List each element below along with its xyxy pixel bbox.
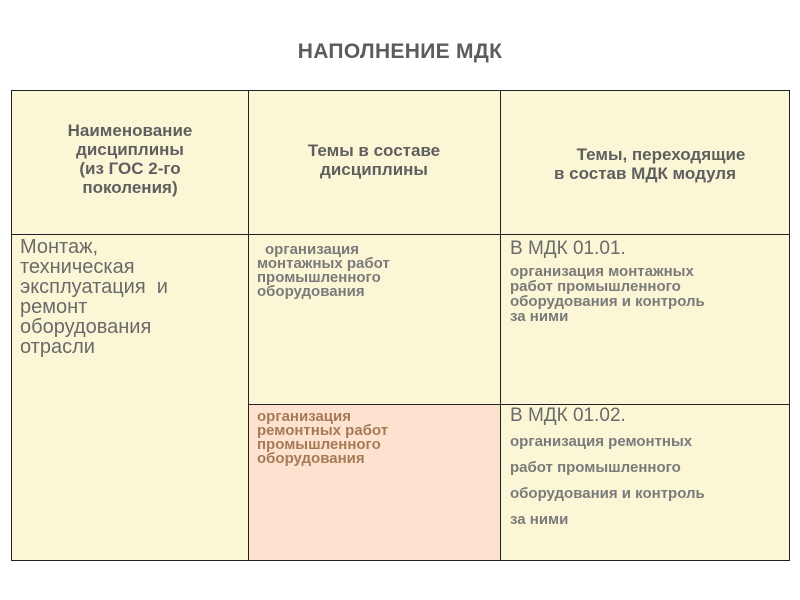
- header-line: Наименование: [67, 121, 193, 140]
- topic-line: организация: [265, 241, 359, 258]
- header-line: поколения): [82, 178, 178, 197]
- discipline-line: ремонт: [20, 296, 88, 318]
- mdk-line: оборудования и контроль: [510, 293, 705, 310]
- header-line: Темы, переходящие: [576, 145, 746, 164]
- mdk-table: [11, 90, 790, 561]
- mdk-line: за ними: [510, 308, 569, 325]
- mdk-line: за ними: [510, 511, 569, 528]
- discipline-line: техническая: [20, 256, 135, 278]
- slide-title: НАПОЛНЕНИЕ МДК: [297, 40, 503, 63]
- topic-repair: [257, 410, 495, 466]
- discipline-line: Монтаж,: [20, 236, 99, 258]
- header-line: Темы в составе: [307, 141, 441, 160]
- topic-line: оборудования: [257, 283, 365, 300]
- mdk-01-02: [510, 405, 788, 533]
- header-discipline-topics: [248, 141, 500, 179]
- header-line: в состав МДК модуля: [553, 164, 737, 183]
- header-line: дисциплины: [320, 160, 428, 179]
- mdk-title: В МДК 01.01.: [510, 238, 626, 259]
- discipline-line: эксплуатация и: [20, 276, 168, 298]
- header-line: (из ГОС 2-го: [79, 159, 181, 178]
- topic-line: ремонтных работ: [257, 422, 389, 439]
- topic-installation: [257, 243, 495, 299]
- header-discipline-name: [12, 121, 248, 197]
- topic-line: монтажных работ: [257, 255, 390, 272]
- discipline-name: [20, 237, 245, 357]
- mdk-line: работ промышленного: [510, 459, 681, 476]
- discipline-line: оборудования: [20, 316, 152, 338]
- mdk-line: организация ремонтных: [510, 433, 693, 450]
- mdk-01-01: [510, 238, 788, 324]
- discipline-line: отрасли: [20, 336, 95, 358]
- mdk-title: В МДК 01.02.: [510, 405, 626, 426]
- topic-line: оборудования: [257, 450, 365, 467]
- header-line: дисциплины: [76, 140, 184, 159]
- mdk-line: оборудования и контроль: [510, 485, 705, 502]
- table-divider: [12, 234, 789, 235]
- header-mdk-topics: [500, 145, 790, 183]
- topic-line: промышленного: [257, 436, 381, 453]
- mdk-line: организация монтажных: [510, 263, 694, 280]
- mdk-line: работ промышленного: [510, 278, 681, 295]
- topic-line: организация: [257, 408, 351, 425]
- topic-line: промышленного: [257, 269, 381, 286]
